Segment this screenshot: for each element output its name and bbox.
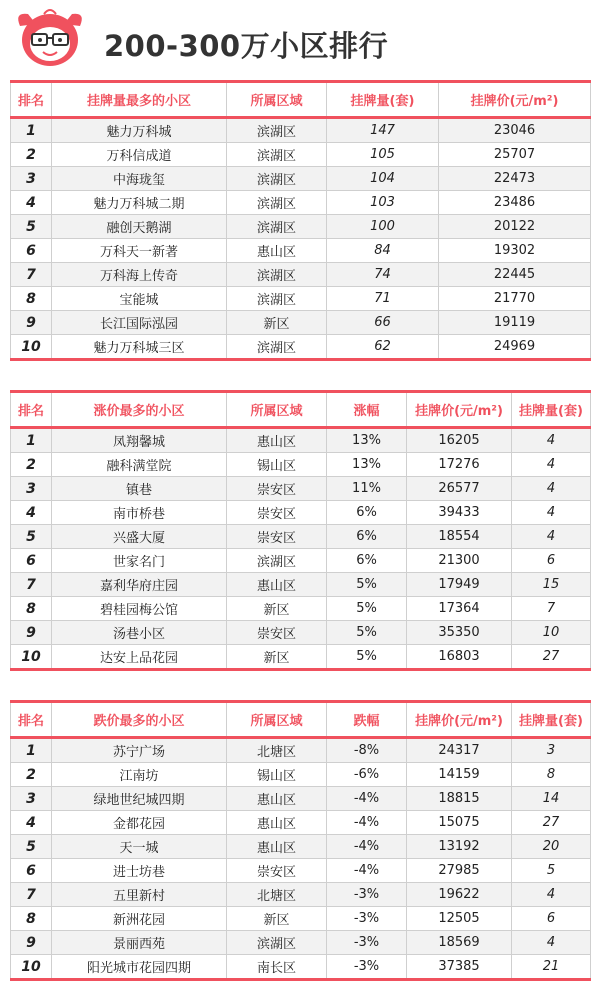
rank-cell: 8: [11, 907, 52, 931]
community-cell: 五里新村: [52, 883, 227, 907]
listings-cell: 14: [512, 787, 591, 811]
price-cell: 18554: [407, 525, 512, 549]
change-cell: -4%: [327, 811, 407, 835]
community-cell: 汤巷小区: [52, 621, 227, 645]
price-cell: 22445: [439, 263, 591, 287]
price-cell: 24969: [439, 335, 591, 360]
community-cell: 万科海上传奇: [52, 263, 227, 287]
district-cell: 新区: [227, 597, 327, 621]
col-header-district: 所属区域: [227, 702, 327, 738]
rank-cell: 5: [11, 835, 52, 859]
change-cell: 6%: [327, 549, 407, 573]
table-row: [11, 143, 591, 167]
table-row: [11, 549, 591, 573]
change-cell: 5%: [327, 645, 407, 670]
change-cell: 5%: [327, 621, 407, 645]
community-cell: 进士坊巷: [52, 859, 227, 883]
community-cell: 新洲花园: [52, 907, 227, 931]
price-cell: 13192: [407, 835, 512, 859]
rank-cell: 7: [11, 883, 52, 907]
district-cell: 崇安区: [227, 621, 327, 645]
change-cell: -3%: [327, 883, 407, 907]
change-cell: 5%: [327, 573, 407, 597]
listings-cell: 4: [512, 501, 591, 525]
community-cell: 万科天一新著: [52, 239, 227, 263]
change-cell: -4%: [327, 859, 407, 883]
table-header-row: [11, 82, 591, 118]
table-row: [11, 215, 591, 239]
table-row: [11, 787, 591, 811]
table-row: [11, 835, 591, 859]
change-cell: 5%: [327, 597, 407, 621]
district-cell: 惠山区: [227, 835, 327, 859]
listings-cell: 71: [327, 287, 439, 311]
col-header-rank: 排名: [11, 702, 52, 738]
community-cell: 融科满堂院: [52, 453, 227, 477]
price-cell: 20122: [439, 215, 591, 239]
community-cell: 万科信成道: [52, 143, 227, 167]
community-cell: 宝能城: [52, 287, 227, 311]
price-cell: 23046: [439, 118, 591, 143]
rank-cell: 6: [11, 859, 52, 883]
table-row: [11, 597, 591, 621]
district-cell: 崇安区: [227, 477, 327, 501]
price-cell: 22473: [439, 167, 591, 191]
page-title: 200-300万小区排行: [104, 29, 389, 63]
district-cell: 惠山区: [227, 811, 327, 835]
community-cell: 江南坊: [52, 763, 227, 787]
rank-cell: 1: [11, 738, 52, 763]
district-cell: 北塘区: [227, 738, 327, 763]
listings-cell: 4: [512, 453, 591, 477]
price-cell: 19119: [439, 311, 591, 335]
table-body: [11, 738, 591, 980]
price-cell: 19622: [407, 883, 512, 907]
price-cell: 21300: [407, 549, 512, 573]
col-header-price: 挂牌价(元/m²): [407, 392, 512, 428]
col-header-district: 所属区域: [227, 82, 327, 118]
table-row: [11, 335, 591, 360]
listings-cell: 62: [327, 335, 439, 360]
district-cell: 滨湖区: [227, 167, 327, 191]
listings-cell: 4: [512, 477, 591, 501]
col-header-community: 跌价最多的小区: [52, 702, 227, 738]
listings-cell: 4: [512, 525, 591, 549]
table-row: [11, 453, 591, 477]
listings-cell: 6: [512, 549, 591, 573]
col-header-listings: 挂牌量(套): [512, 392, 591, 428]
community-cell: 凤翔馨城: [52, 428, 227, 453]
listings-cell: 6: [512, 907, 591, 931]
listings-cell: 15: [512, 573, 591, 597]
table-row: [11, 859, 591, 883]
price-cell: 16205: [407, 428, 512, 453]
listings-cell: 66: [327, 311, 439, 335]
district-cell: 滨湖区: [227, 118, 327, 143]
change-cell: 13%: [327, 453, 407, 477]
district-cell: 滨湖区: [227, 263, 327, 287]
table-row: [11, 311, 591, 335]
rank-cell: 2: [11, 453, 52, 477]
community-cell: 魅力万科城二期: [52, 191, 227, 215]
district-cell: 滨湖区: [227, 143, 327, 167]
rank-cell: 10: [11, 955, 52, 980]
table-header-row: [11, 702, 591, 738]
district-cell: 惠山区: [227, 787, 327, 811]
price-cell: 17949: [407, 573, 512, 597]
price-drop-table: [10, 700, 591, 981]
listings-cell: 27: [512, 645, 591, 670]
table-row: [11, 263, 591, 287]
rank-cell: 3: [11, 477, 52, 501]
change-cell: -4%: [327, 835, 407, 859]
price-cell: 21770: [439, 287, 591, 311]
district-cell: 滨湖区: [227, 335, 327, 360]
listings-cell: 147: [327, 118, 439, 143]
district-cell: 新区: [227, 907, 327, 931]
community-cell: 达安上品花园: [52, 645, 227, 670]
change-cell: 6%: [327, 525, 407, 549]
price-cell: 16803: [407, 645, 512, 670]
listings-cell: 4: [512, 931, 591, 955]
listings-cell: 8: [512, 763, 591, 787]
district-cell: 惠山区: [227, 573, 327, 597]
rank-cell: 3: [11, 167, 52, 191]
price-cell: 24317: [407, 738, 512, 763]
district-cell: 滨湖区: [227, 931, 327, 955]
table-row: [11, 477, 591, 501]
change-cell: -8%: [327, 738, 407, 763]
price-cell: 15075: [407, 811, 512, 835]
rank-cell: 4: [11, 811, 52, 835]
community-cell: 绿地世纪城四期: [52, 787, 227, 811]
rank-cell: 1: [11, 118, 52, 143]
listings-cell: 104: [327, 167, 439, 191]
price-cell: 25707: [439, 143, 591, 167]
col-header-rank: 排名: [11, 82, 52, 118]
listings-cell: 5: [512, 859, 591, 883]
table-row: [11, 645, 591, 670]
change-cell: -6%: [327, 763, 407, 787]
community-cell: 融创天鹅湖: [52, 215, 227, 239]
rank-cell: 3: [11, 787, 52, 811]
rank-cell: 1: [11, 428, 52, 453]
community-cell: 碧桂园梅公馆: [52, 597, 227, 621]
rank-cell: 7: [11, 263, 52, 287]
price-cell: 17364: [407, 597, 512, 621]
col-header-price: 挂牌价(元/m²): [407, 702, 512, 738]
price-cell: 18569: [407, 931, 512, 955]
col-header-price: 挂牌价(元/m²): [439, 82, 591, 118]
community-cell: 金都花园: [52, 811, 227, 835]
district-cell: 惠山区: [227, 239, 327, 263]
table-row: [11, 621, 591, 645]
community-cell: 天一城: [52, 835, 227, 859]
table-row: [11, 191, 591, 215]
table-row: [11, 239, 591, 263]
community-cell: 阳光城市花园四期: [52, 955, 227, 980]
table-row: [11, 907, 591, 931]
mascot-logo-icon: [10, 4, 90, 70]
col-header-community: 涨价最多的小区: [52, 392, 227, 428]
district-cell: 崇安区: [227, 525, 327, 549]
table-row: [11, 525, 591, 549]
table-row: [11, 955, 591, 980]
rank-cell: 8: [11, 597, 52, 621]
table-row: [11, 811, 591, 835]
price-cell: 12505: [407, 907, 512, 931]
district-cell: 滨湖区: [227, 191, 327, 215]
price-cell: 23486: [439, 191, 591, 215]
community-cell: 景丽西苑: [52, 931, 227, 955]
col-header-listings: 挂牌量(套): [327, 82, 439, 118]
rank-cell: 7: [11, 573, 52, 597]
listings-cell: 4: [512, 428, 591, 453]
price-cell: 26577: [407, 477, 512, 501]
page-header: [0, 0, 600, 80]
table-row: [11, 738, 591, 763]
table-row: [11, 428, 591, 453]
price-cell: 19302: [439, 239, 591, 263]
table-row: [11, 167, 591, 191]
col-header-listings: 挂牌量(套): [512, 702, 591, 738]
listings-cell: 103: [327, 191, 439, 215]
rank-cell: 8: [11, 287, 52, 311]
listings-cell: 20: [512, 835, 591, 859]
rank-cell: 10: [11, 335, 52, 360]
district-cell: 滨湖区: [227, 215, 327, 239]
rank-cell: 6: [11, 549, 52, 573]
listings-cell: 105: [327, 143, 439, 167]
rank-cell: 9: [11, 621, 52, 645]
listings-cell: 84: [327, 239, 439, 263]
community-cell: 南市桥巷: [52, 501, 227, 525]
table-row: [11, 501, 591, 525]
listings-cell: 7: [512, 597, 591, 621]
change-cell: -3%: [327, 907, 407, 931]
district-cell: 滨湖区: [227, 549, 327, 573]
col-header-community: 挂牌量最多的小区: [52, 82, 227, 118]
rank-cell: 4: [11, 501, 52, 525]
table-row: [11, 883, 591, 907]
community-cell: 魅力万科城: [52, 118, 227, 143]
listings-cell: 4: [512, 883, 591, 907]
price-cell: 18815: [407, 787, 512, 811]
community-cell: 中海珑玺: [52, 167, 227, 191]
listings-cell: 21: [512, 955, 591, 980]
table-row: [11, 118, 591, 143]
most-listings-table: [10, 80, 591, 361]
price-cell: 27985: [407, 859, 512, 883]
col-header-rank: 排名: [11, 392, 52, 428]
rank-cell: 2: [11, 143, 52, 167]
district-cell: 惠山区: [227, 428, 327, 453]
district-cell: 南长区: [227, 955, 327, 980]
community-cell: 长江国际泓园: [52, 311, 227, 335]
listings-cell: 3: [512, 738, 591, 763]
rank-cell: 5: [11, 525, 52, 549]
change-cell: 11%: [327, 477, 407, 501]
col-header-change: 涨幅: [327, 392, 407, 428]
table-header-row: [11, 392, 591, 428]
listings-cell: 27: [512, 811, 591, 835]
col-header-district: 所属区域: [227, 392, 327, 428]
rank-cell: 4: [11, 191, 52, 215]
table-body: [11, 428, 591, 670]
rank-cell: 6: [11, 239, 52, 263]
rank-cell: 9: [11, 311, 52, 335]
district-cell: 北塘区: [227, 883, 327, 907]
price-cell: 37385: [407, 955, 512, 980]
community-cell: 嘉利华府庄园: [52, 573, 227, 597]
listings-cell: 74: [327, 263, 439, 287]
rank-cell: 10: [11, 645, 52, 670]
district-cell: 锡山区: [227, 763, 327, 787]
district-cell: 崇安区: [227, 501, 327, 525]
rank-cell: 9: [11, 931, 52, 955]
district-cell: 新区: [227, 645, 327, 670]
community-cell: 苏宁广场: [52, 738, 227, 763]
table-body: [11, 118, 591, 360]
community-cell: 镇巷: [52, 477, 227, 501]
price-rise-table: [10, 390, 591, 671]
table-row: [11, 287, 591, 311]
price-cell: 39433: [407, 501, 512, 525]
district-cell: 崇安区: [227, 859, 327, 883]
district-cell: 新区: [227, 311, 327, 335]
community-cell: 魅力万科城三区: [52, 335, 227, 360]
price-cell: 17276: [407, 453, 512, 477]
listings-cell: 100: [327, 215, 439, 239]
rank-cell: 5: [11, 215, 52, 239]
change-cell: -3%: [327, 955, 407, 980]
change-cell: 13%: [327, 428, 407, 453]
rank-cell: 2: [11, 763, 52, 787]
district-cell: 滨湖区: [227, 287, 327, 311]
change-cell: -4%: [327, 787, 407, 811]
community-cell: 世家名门: [52, 549, 227, 573]
change-cell: -3%: [327, 931, 407, 955]
district-cell: 锡山区: [227, 453, 327, 477]
col-header-change: 跌幅: [327, 702, 407, 738]
table-row: [11, 763, 591, 787]
table-row: [11, 573, 591, 597]
community-cell: 兴盛大厦: [52, 525, 227, 549]
price-cell: 35350: [407, 621, 512, 645]
listings-cell: 10: [512, 621, 591, 645]
table-row: [11, 931, 591, 955]
price-cell: 14159: [407, 763, 512, 787]
change-cell: 6%: [327, 501, 407, 525]
